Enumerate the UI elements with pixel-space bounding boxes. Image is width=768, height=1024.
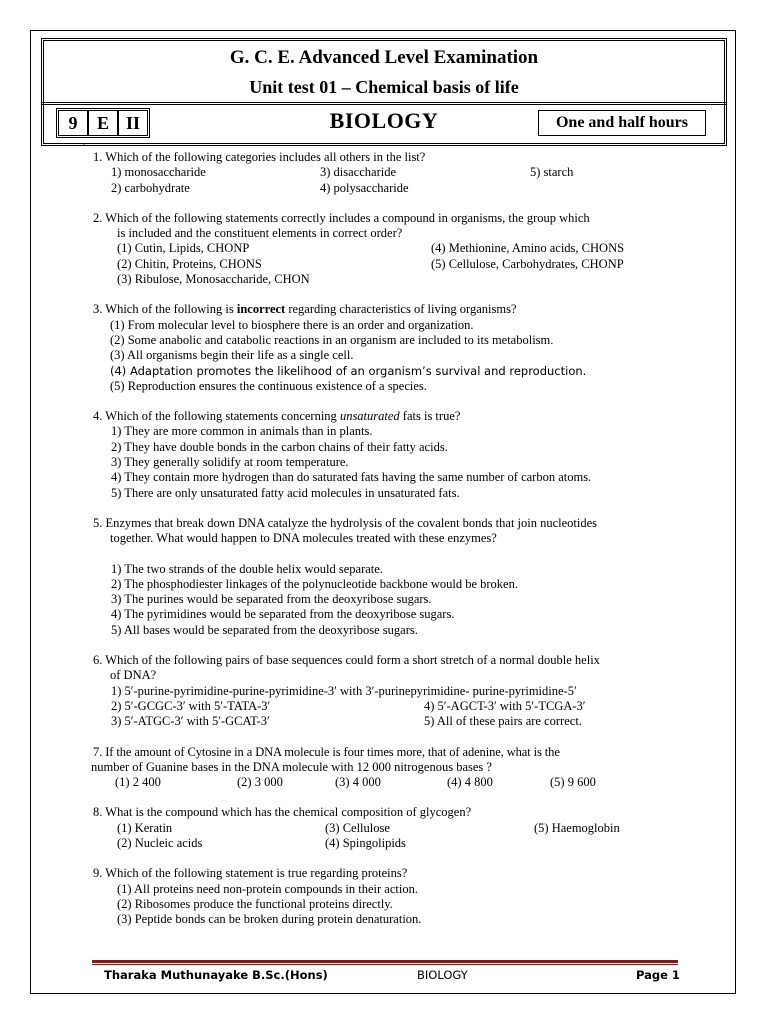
q5-option-1: 1) The two strands of the double helix would separate. — [111, 561, 383, 576]
q9-option-2: (2) Ribosomes produce the functional proteins directly. — [117, 896, 393, 911]
code-box-2: E — [88, 110, 118, 136]
question-5-stem-cont: together. What would happen to DNA molecules treated with these enzymes? — [110, 531, 497, 546]
question-list — [93, 150, 683, 927]
q3-stem-pre: 3. Which of the following is — [93, 302, 237, 317]
exam-title: G. C. E. Advanced Level Examination — [229, 47, 539, 68]
duration-box: One and half hours — [538, 110, 706, 136]
header-divider — [41, 102, 727, 105]
code-box-1: 9 — [58, 110, 88, 136]
unit-title: Unit test 01 – Chemical basis of life — [249, 77, 519, 97]
q8-option-1: (1) Keratin — [117, 820, 173, 835]
question-9-stem: 9. Which of the following statement is true regarding proteins? — [93, 866, 408, 881]
q4-stem-pre: 4. Which of the following statements concerning — [93, 409, 340, 424]
q1-option-5: 5) starch — [530, 165, 574, 180]
q2-option-1: (1) Cutin, Lipids, CHONP — [117, 241, 250, 256]
q9-option-3: (3) Peptide bonds can be broken during protein denaturation. — [117, 912, 422, 927]
q4-option-2: 2) They have double bonds in the carbon chains of their fatty acids. — [111, 439, 448, 454]
q3-option-5: (5) Reproduction ensures the continuous existence of a species. — [110, 378, 427, 393]
q3-option-3: (3) All organisms begin their life as a single cell. — [110, 348, 354, 363]
q2-options-row3 — [93, 272, 683, 287]
margin-mark: ' — [83, 143, 85, 154]
q1-option-2: 2) carbohydrate — [111, 180, 190, 195]
question-7-stem-cont: number of Guanine bases in the DNA molecule with 12 000 nitrogenous bases ? — [91, 759, 492, 774]
subject-title: BIOLOGY — [329, 108, 439, 133]
q6-option-2: 2) 5′-GCGC-3′ with 5′-TATA-3′ — [111, 698, 271, 713]
q6-option-4: 4) 5′-AGCT-3′ with 5′-TCGA-3′ — [424, 698, 586, 713]
question-4-stem — [93, 409, 683, 424]
q7-option-5: (5) 9 600 — [550, 775, 596, 790]
q5-option-4: 4) The pyrimidines would be separated from the deoxyribose sugars. — [111, 607, 455, 622]
q8-option-5: (5) Haemoglobin — [534, 820, 620, 835]
footer-rule — [92, 960, 678, 963]
question-5-stem: 5. Enzymes that break down DNA catalyze the hydrolysis of the covalent bonds that join nucleotides — [93, 515, 598, 530]
q3-stem-bold: incorrect — [236, 302, 286, 317]
footer-author: Tharaka Muthunayake B.Sc.(Hons) — [104, 968, 328, 982]
q7-option-4: (4) 4 800 — [447, 775, 493, 790]
question-3-stem — [93, 302, 683, 317]
q6-option-5: 5) All of these pairs are correct. — [424, 714, 582, 729]
q3-stem-post: regarding characteristics of living organisms? — [285, 302, 517, 317]
q2-options-row2 — [93, 257, 683, 272]
q4-stem-italic: unsaturated — [339, 409, 400, 424]
footer-rule-thin — [92, 964, 678, 965]
q7-option-1: (1) 2 400 — [115, 775, 161, 790]
q9-option-1: (1) All proteins need non-protein compounds in their action. — [117, 881, 418, 896]
q8-option-2: (2) Nucleic acids — [117, 835, 203, 850]
footer-page-number: Page 1 — [636, 968, 680, 982]
question-6-stem: 6. Which of the following pairs of base sequences could form a short stretch of a normal double helix — [93, 653, 600, 668]
question-1-options-row2 — [93, 181, 683, 196]
q8-options-row1 — [93, 821, 683, 836]
question-8-stem: 8. What is the compound which has the chemical composition of glycogen? — [93, 805, 472, 820]
q7-option-3: (3) 4 000 — [335, 775, 381, 790]
code-box-3: II — [118, 110, 148, 136]
q2-option-5: (5) Cellulose, Carbohydrates, CHONP — [431, 256, 624, 271]
q3-option-1: (1) From molecular level to biosphere there is an order and organization. — [110, 317, 474, 332]
q4-option-1: 1) They are more common in animals than in plants. — [111, 424, 373, 439]
q5-option-3: 3) The purines would be separated from the deoxyribose sugars. — [111, 592, 432, 607]
q1-option-3: 3) disaccharide — [320, 165, 397, 180]
q2-option-3: (3) Ribulose, Monosaccharide, CHON — [117, 272, 310, 287]
q3-option-4: (4) Adaptation promotes the likelihood of an organism’s survival and reproduction. — [110, 363, 587, 378]
q8-options-row2 — [93, 836, 683, 851]
q2-options-row1 — [93, 241, 683, 256]
q7-option-2: (2) 3 000 — [237, 775, 283, 790]
question-6-stem-cont: of DNA? — [110, 668, 157, 683]
question-1-stem: 1. Which of the following categories includes all others in the list? — [93, 150, 426, 164]
q2-option-2: (2) Chitin, Proteins, CHONS — [117, 256, 262, 271]
question-2-stem: 2. Which of the following statements correctly includes a compound in organisms, the group which — [93, 210, 590, 225]
q1-option-1: 1) monosaccharide — [111, 165, 206, 180]
q4-option-5: 5) There are only unsaturated fatty acid molecules in unsaturated fats. — [111, 485, 460, 500]
q1-option-4: 4) polysaccharide — [320, 180, 409, 195]
q5-option-2: 2) The phosphodiester linkages of the polynucleotide backbone would be broken. — [111, 576, 518, 591]
footer-subject: BIOLOGY — [417, 968, 468, 982]
q5-option-5: 5) All bases would be separated from the deoxyribose sugars. — [111, 622, 418, 637]
q7-options-row — [93, 775, 683, 790]
q8-option-4: (4) Spingolipids — [325, 835, 406, 850]
q3-option-2: (2) Some anabolic and catabolic reactions in an organism are included to its metabolism. — [110, 332, 554, 347]
q4-stem-post: fats is true? — [399, 409, 461, 424]
q8-option-3: (3) Cellulose — [325, 820, 390, 835]
q4-option-3: 3) They generally solidify at room temperature. — [111, 455, 349, 470]
q4-option-4: 4) They contain more hydrogen than do saturated fats having the same number of carbon atoms. — [111, 470, 592, 485]
q6-option-1: 1) 5′-purine-pyrimidine-purine-pyrimidine-3′ with 3′-purinepyrimidine- purine-pyrimidine-5′ — [111, 683, 577, 698]
question-1-options-row1 — [93, 165, 683, 180]
q6-option-3: 3) 5′-ATGC-3′ with 5′-GCAT-3′ — [111, 714, 270, 729]
question-2-stem-cont: is included and the constituent elements in correct order? — [117, 226, 403, 241]
q2-option-4: (4) Methionine, Amino acids, CHONS — [431, 241, 625, 256]
q6-options-row3 — [93, 714, 683, 729]
question-7-stem: 7. If the amount of Cytosine in a DNA molecule is four times more, that of adenine, what is the — [93, 744, 560, 759]
q6-options-row2 — [93, 699, 683, 714]
